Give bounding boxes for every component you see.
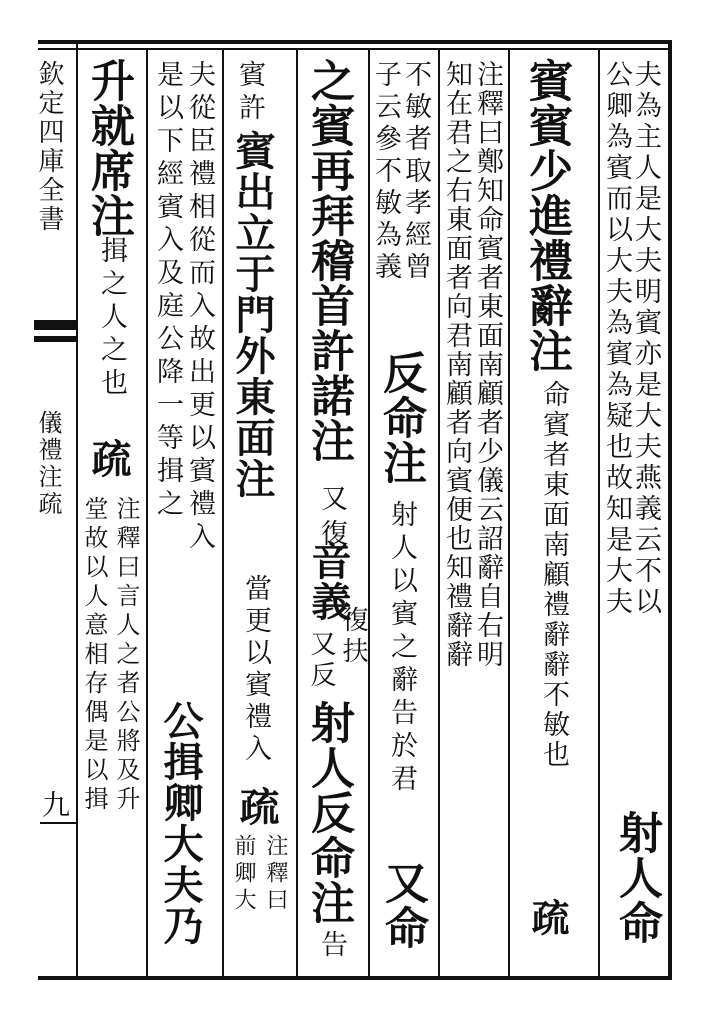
main-text-column: 賓出立于門外東面注 [229, 130, 276, 499]
commentary-text: 告 [316, 930, 347, 961]
commentary-column: 子云參不敏為義 [370, 60, 401, 284]
top-border [38, 40, 672, 44]
commentary-column: 注釋曰鄭知命賓者東面南顧者少儀云詔辭自右明 [472, 60, 503, 669]
main-text-column: 之賓再拜稽首許諾注 [303, 58, 354, 463]
commentary-text: 注釋曰 [263, 834, 288, 915]
main-text-column: 疏 [525, 898, 570, 937]
commentary-column: 是以下經賓入及庭公降一等揖之 [152, 60, 183, 522]
commentary-text: 又反 [306, 630, 336, 692]
main-text-column: 疏 [233, 786, 280, 827]
text-column-1: 夫為主人是大夫明賓亦是大夫燕義云不以 [630, 60, 661, 618]
main-text-column: 音義 [305, 540, 352, 622]
book-title: 欽定四庫全書 [34, 60, 64, 234]
commentary-column: 夫從臣禮相從而入故出更以賓禮入 [184, 60, 215, 555]
page-number: 九 [38, 790, 71, 821]
main-text-column: 公揖卿大夫乃 [157, 700, 204, 946]
commentary-text: 前卿大 [231, 834, 256, 915]
column-rule [598, 48, 600, 976]
column-rule [438, 48, 440, 976]
commentary-text: 又復 [316, 484, 347, 554]
column-rule [508, 48, 510, 976]
commentary-text: 揖之人之也 [96, 236, 127, 401]
page-number-rule [40, 822, 76, 824]
bottom-border [38, 976, 672, 980]
column-rule [296, 48, 298, 976]
commentary-column: 不敏者取孝經曾 [400, 60, 431, 284]
commentary-text: 射人以賓之辭告於君 [386, 500, 417, 797]
section-title: 儀禮注疏 [34, 410, 62, 518]
commentary-text: 堂故以人意相存偶是以揖 [80, 496, 108, 815]
top-inner-border [38, 48, 672, 50]
commentary-text: 賓許 [234, 60, 265, 126]
margin-divider [76, 44, 78, 976]
column-rule [222, 48, 224, 976]
main-text-column: 賓賓少進禮辭注 [521, 58, 572, 373]
main-text-column: 疏 [85, 438, 132, 479]
commentary-text: 復扶 [338, 606, 368, 668]
main-text-column: 射人命 [611, 810, 662, 945]
commentary-column: 知在君之右東面者向君南顧者向賓便也知禮辭辭 [441, 60, 472, 669]
commentary-text: 注釋曰言人之者公將及升 [112, 496, 140, 815]
main-text-column: 升就席注 [83, 58, 134, 238]
text-column-2: 公卿為賓而以大夫為賓為疑也故知是大夫 [601, 60, 632, 618]
margin-fishtail [34, 320, 78, 330]
margin-fishtail-2 [34, 336, 78, 342]
column-rule [146, 48, 148, 976]
right-border [668, 40, 672, 980]
main-text-column: 又命 [377, 860, 428, 950]
commentary-text: 當更以賓禮入 [240, 574, 271, 766]
main-text-column: 射人反命注 [303, 700, 354, 925]
commentary-text: 命賓者東面南顧禮辭辭不敏也 [538, 380, 569, 770]
main-text-column: 反命注 [375, 350, 426, 485]
